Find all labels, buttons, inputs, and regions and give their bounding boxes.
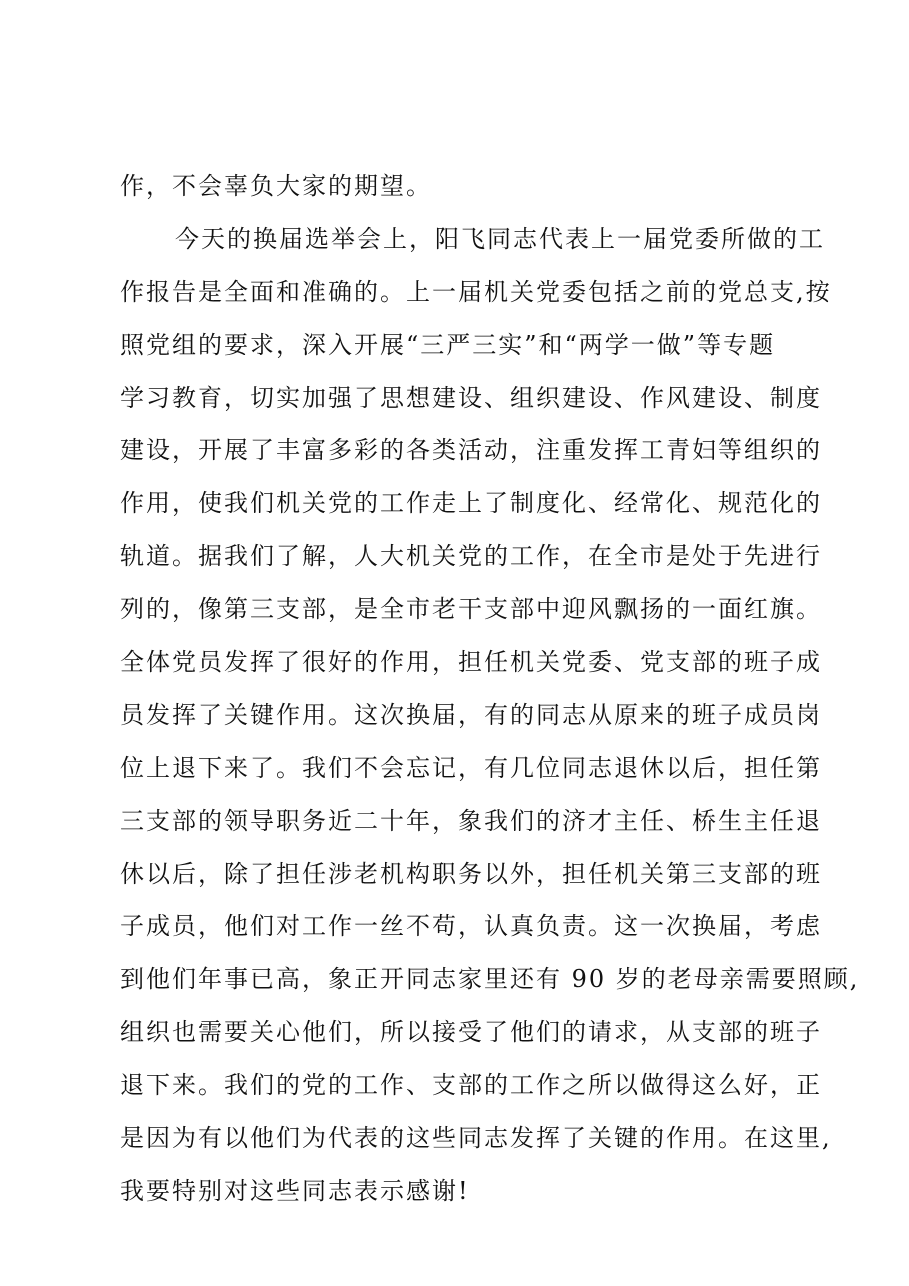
text-line: 轨道。据我们了解，人大机关党的工作，在全市是处于先进行: [120, 542, 822, 571]
document-body: [120, 160, 860, 1218]
text-line: 位上退下来了。我们不会忘记，有几位同志退休以后，担任第: [120, 753, 822, 782]
text-line: 列的，像第三支部，是全市老干支部中迎风飘扬的一面红旗。: [120, 595, 822, 624]
text-line: 学习教育，切实加强了思想建设、组织建设、作风建设、制度: [120, 383, 822, 412]
text-line: 三支部的领导职务近二十年，象我们的济才主任、桥生主任退: [120, 806, 822, 835]
text-line: 员发挥了关键作用。这次换届，有的同志从原来的班子成员岗: [120, 700, 822, 729]
text-line: 退下来。我们的党的工作、支部的工作之所以做得这么好，正: [120, 1071, 822, 1100]
text-line: 全体党员发挥了很好的作用，担任机关党委、党支部的班子成: [120, 648, 822, 677]
paragraph-first-line: 今天的换届选举会上，阳飞同志代表上一届党委所做的工: [175, 224, 825, 253]
text-line: 照党组的要求，深入开展“三严三实”和“两学一做”等专题: [120, 330, 776, 359]
text-line: 到他们年事已高，象正开同志家里还有 90 岁的老母亲需要照顾,: [120, 965, 860, 994]
text-line: 建设，开展了丰富多彩的各类活动，注重发挥工青妇等组织的: [120, 436, 822, 465]
text-line: 是因为有以他们为代表的这些同志发挥了关键的作用。在这里,: [120, 1124, 832, 1153]
text-line: 子成员，他们对工作一丝不苟，认真负责。这一次换届，考虑: [120, 912, 822, 941]
text-line: 作用，使我们机关党的工作走上了制度化、经常化、规范化的: [120, 489, 822, 518]
text-line: 休以后，除了担任涉老机构职务以外，担任机关第三支部的班: [120, 859, 822, 888]
text-line: 我要特别对这些同志表示感谢!: [120, 1176, 470, 1205]
text-line: 作，不会辜负大家的期望。: [120, 172, 432, 200]
text-line: 组织也需要关心他们，所以接受了他们的请求，从支部的班子: [120, 1018, 822, 1047]
text-line: 作报告是全面和准确的。上一届机关党委包括之前的党总支,按: [120, 277, 832, 306]
